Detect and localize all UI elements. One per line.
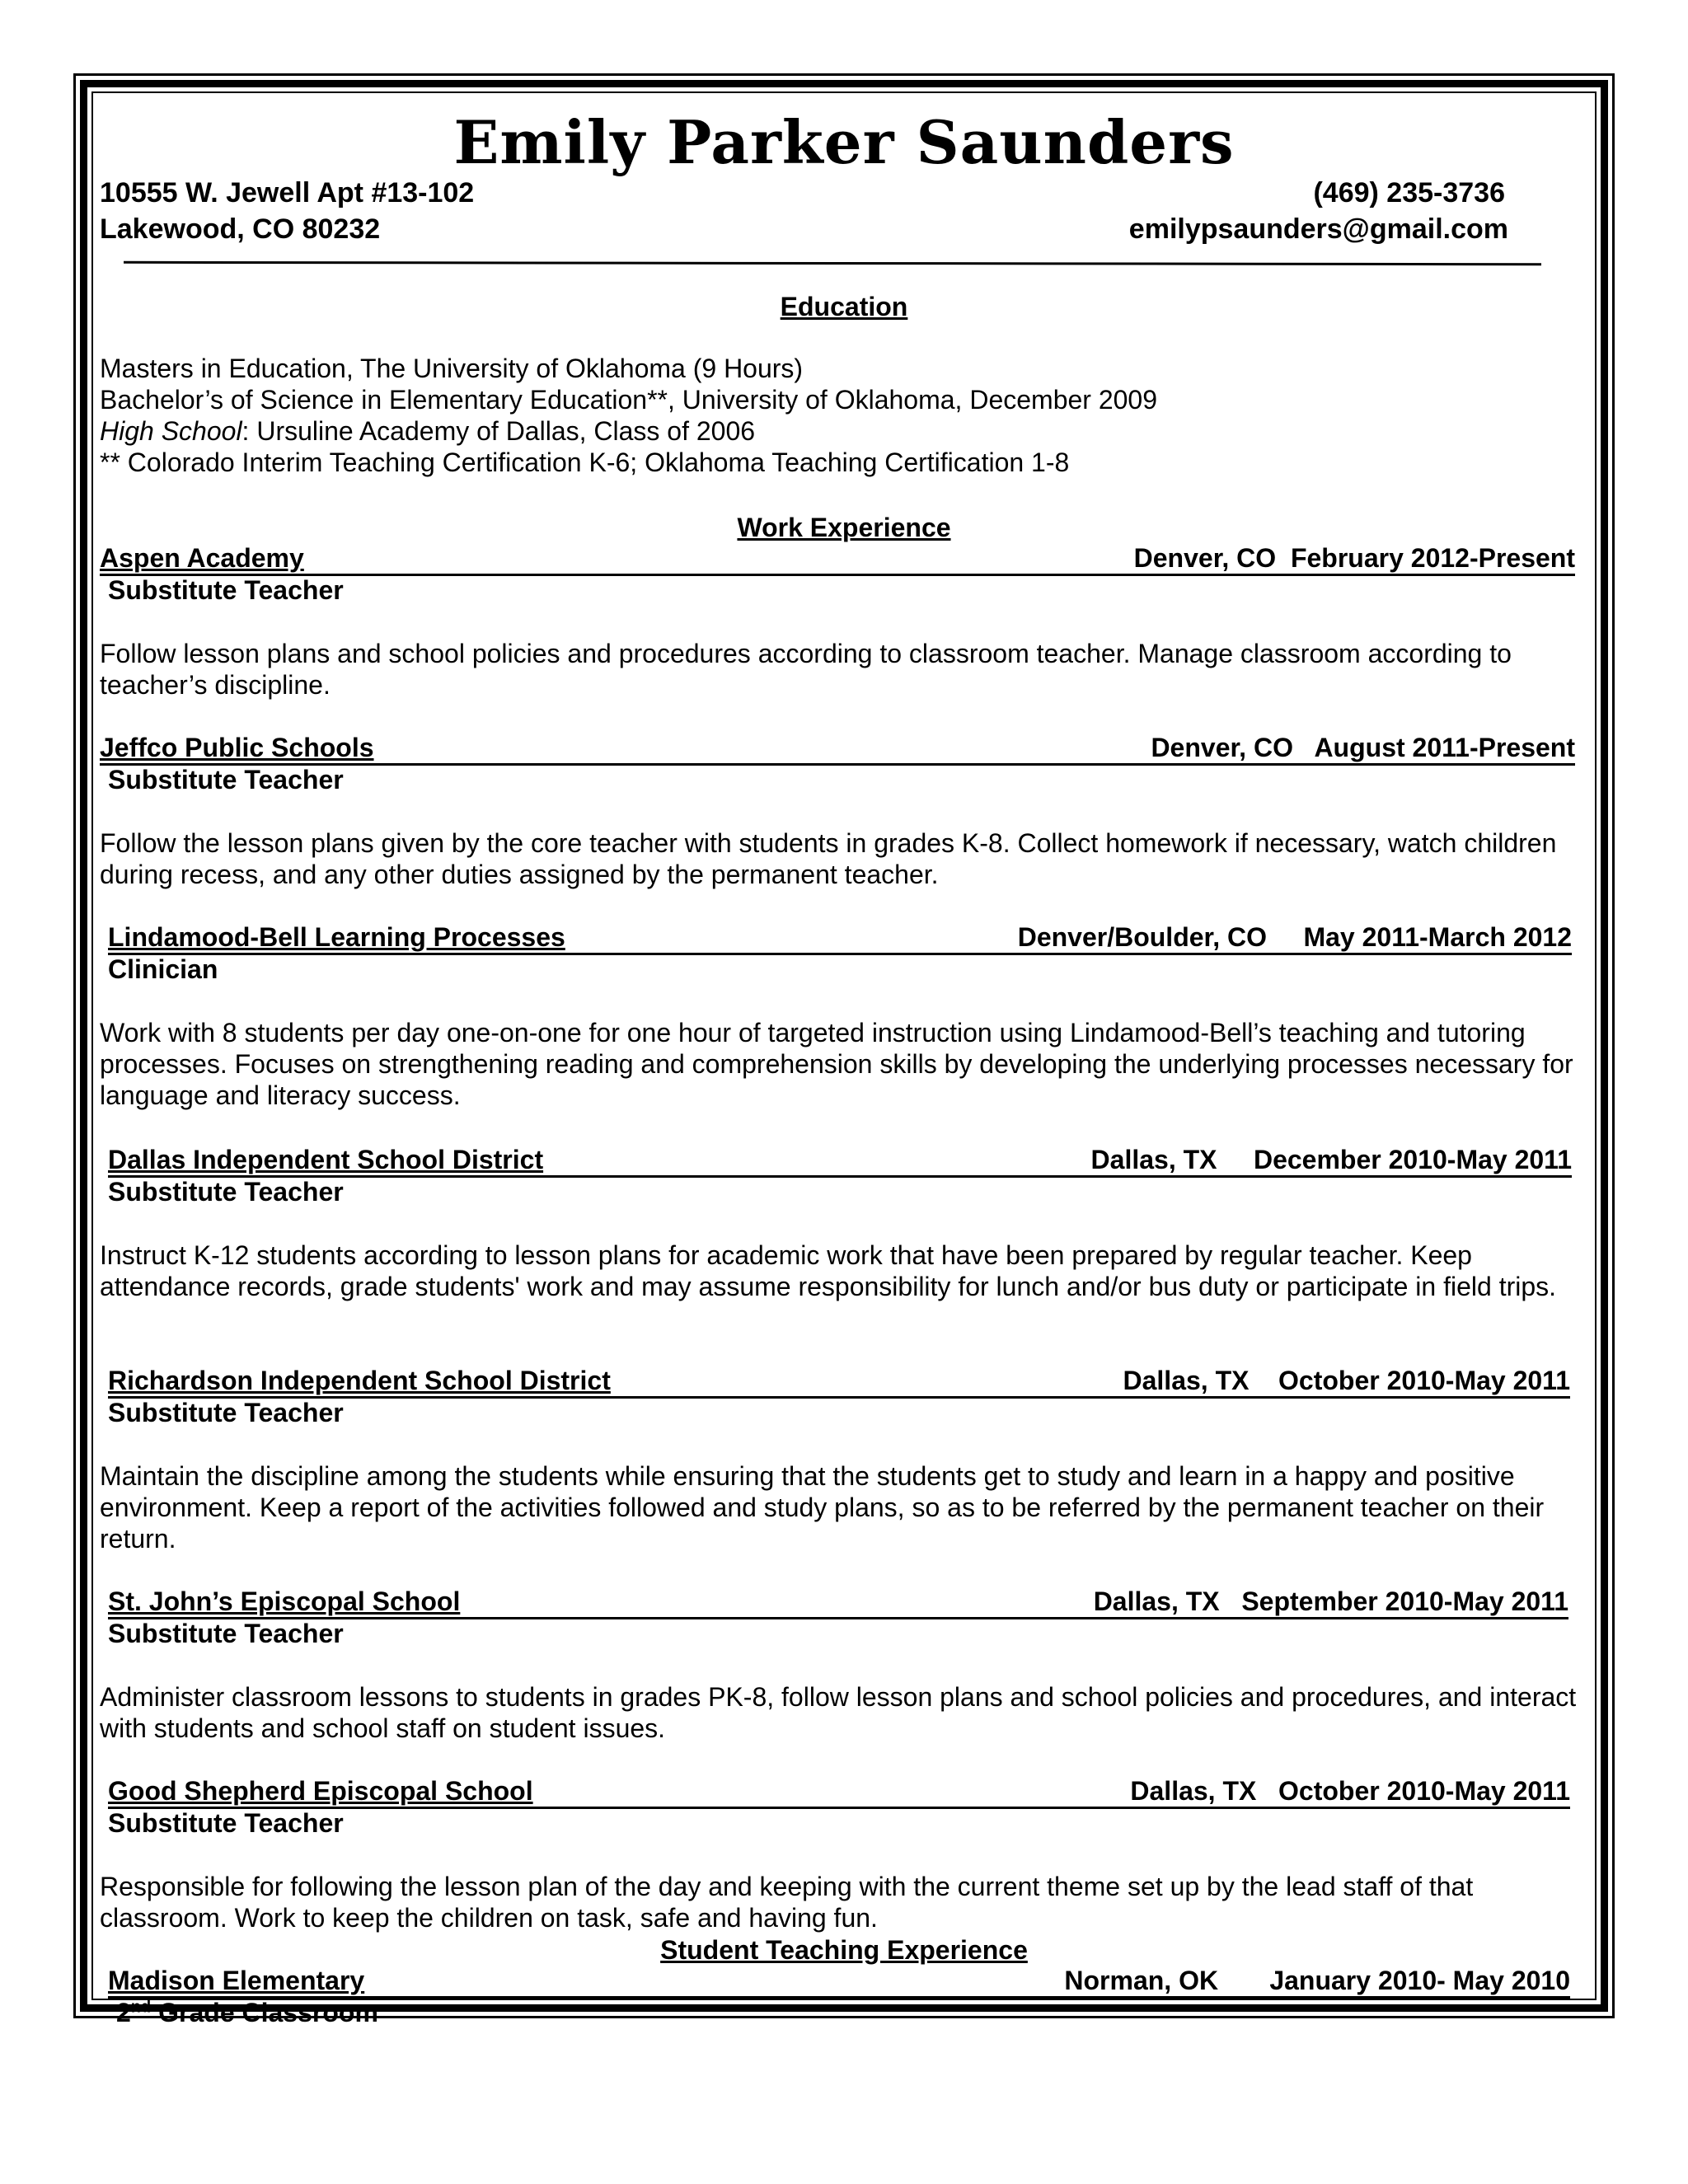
- education-high-school: [100, 415, 1157, 447]
- job-employer: Dallas Independent School District: [108, 1145, 544, 1174]
- job-header: [108, 921, 1572, 955]
- resume-name: Emily Parker Saunders: [453, 107, 1235, 177]
- job-position: Substitute Teacher: [108, 1808, 344, 1838]
- grade-number: 2: [116, 1998, 131, 2027]
- job-description: Work with 8 students per day one-on-one for one hour of targeted instruction using Lindamood-Bell’s teaching and tutoring processes. Focuses on strengthening reading and comprehension skills by developing the underlying processes necessary for language and literacy success.: [100, 1018, 1573, 1110]
- job-description: Follow the lesson plans given by the core teacher with students in grades K-8. Collect homework if necessary, watch children during recess, and any other duties assigned by the permanent teacher.: [100, 828, 1557, 889]
- job-header: [108, 1144, 1572, 1178]
- job-description: Maintain the discipline among the students while ensuring that the students get to study and learn in a happy and positive environment. Keep a report of the activities followed and study plans, so as to be referred by the permanent teacher on their return.: [100, 1461, 1545, 1554]
- work-experience-heading: Work Experience: [737, 513, 951, 542]
- job-header: [108, 1586, 1568, 1619]
- address-line-2: Lakewood, CO 80232: [100, 213, 381, 245]
- job-header: [108, 1965, 1570, 1999]
- job-location-dates: Denver/Boulder, CO May 2011-March 2012: [1017, 922, 1572, 952]
- job-header: [108, 1365, 1570, 1399]
- grade-classroom-text: Grade Classroom: [151, 1998, 378, 2027]
- address-line-1: 10555 W. Jewell Apt #13-102: [100, 177, 475, 209]
- job-header: [100, 542, 1575, 576]
- job-position: Clinician: [108, 954, 218, 984]
- job-description: Follow lesson plans and school policies and procedures according to classroom teacher. Manage classroom according to teacher’s discipline.: [100, 639, 1512, 700]
- job-position: Substitute Teacher: [108, 575, 344, 605]
- job-location-dates: Denver, CO August 2011-Present: [1151, 733, 1575, 762]
- job-position: [116, 1997, 378, 2028]
- education-degree-masters: Masters in Education, The University of Oklahoma (9 Hours): [100, 354, 804, 383]
- education-heading: Education: [780, 292, 908, 321]
- job-employer: Lindamood-Bell Learning Processes: [108, 922, 565, 952]
- education-section: [100, 353, 1157, 478]
- job-description: Administer classroom lessons to students in grades PK-8, follow lesson plans and school policies and procedures, and interact with students and school staff on student issues.: [100, 1682, 1577, 1743]
- job-header: [100, 732, 1575, 766]
- job-position: Substitute Teacher: [108, 1177, 344, 1207]
- job-employer: Good Shepherd Episcopal School: [108, 1776, 533, 1806]
- phone-number: (469) 235-3736: [1313, 177, 1505, 209]
- job-description: Instruct K-12 students according to lesson plans for academic work that have been prepared by regular teacher. Keep attendance records, grade students' work and may assume responsibility for lunch and/or bus duty or participate in field trips.: [100, 1240, 1557, 1301]
- student-teaching-heading: Student Teaching Experience: [660, 1935, 1028, 1965]
- job-employer: St. John’s Episcopal School: [108, 1586, 461, 1616]
- email-address: emilypsaunders@gmail.com: [1128, 213, 1508, 245]
- job-location-dates: Dallas, TX October 2010-May 2011: [1123, 1366, 1570, 1395]
- job-employer: Madison Elementary: [108, 1966, 365, 1995]
- job-employer: Jeffco Public Schools: [100, 733, 374, 762]
- job-description: Responsible for following the lesson plan of the day and keeping with the current theme set up by the lead staff of that classroom. Work to keep the children on task, safe and having fun.: [100, 1872, 1474, 1933]
- high-school-label: High School: [100, 416, 242, 446]
- job-position: Substitute Teacher: [108, 765, 344, 794]
- job-location-dates: Denver, CO February 2012-Present: [1133, 543, 1575, 573]
- job-header: [108, 1775, 1570, 1809]
- job-location-dates: Dallas, TX December 2010-May 2011: [1090, 1145, 1572, 1174]
- job-location-dates: Norman, OK January 2010- May 2010: [1064, 1966, 1570, 1995]
- education-degree-bachelors: Bachelor’s of Science in Elementary Education**, University of Oklahoma, December 2009: [100, 385, 1158, 415]
- education-certifications: ** Colorado Interim Teaching Certification K-6; Oklahoma Teaching Certification 1-8: [100, 448, 1070, 477]
- job-employer: Richardson Independent School District: [108, 1366, 611, 1395]
- job-location-dates: Dallas, TX October 2010-May 2011: [1130, 1776, 1570, 1806]
- job-location-dates: Dallas, TX September 2010-May 2011: [1093, 1586, 1568, 1616]
- grade-ordinal-suffix: nd: [130, 1998, 152, 2017]
- job-employer: Aspen Academy: [100, 543, 304, 573]
- job-position: Substitute Teacher: [108, 1398, 344, 1427]
- job-position: Substitute Teacher: [108, 1619, 344, 1648]
- high-school-text: : Ursuline Academy of Dallas, Class of 2006: [241, 416, 756, 446]
